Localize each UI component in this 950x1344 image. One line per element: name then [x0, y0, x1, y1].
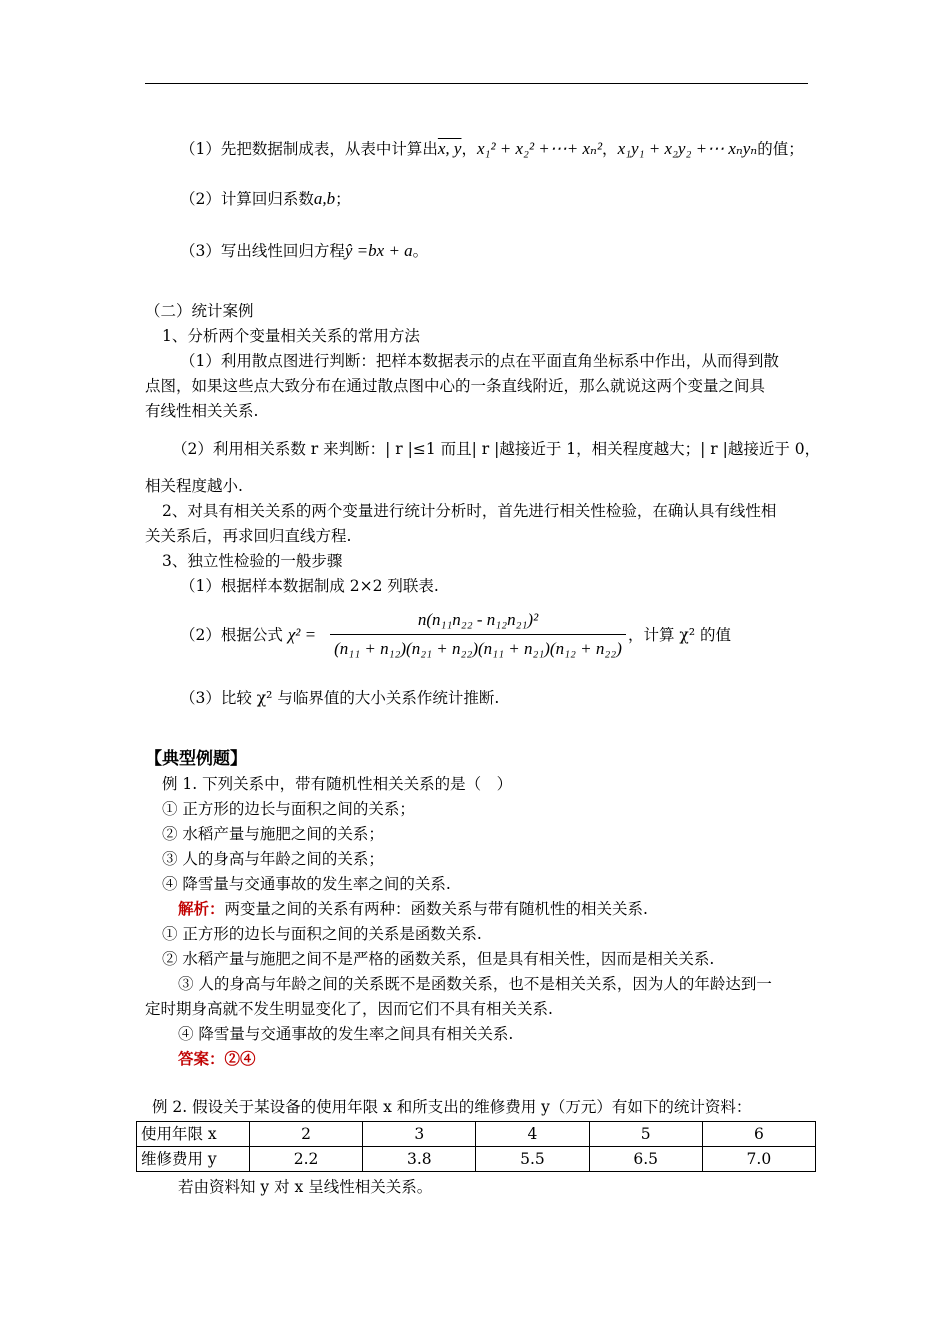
coefficients-expr: a,b — [313, 189, 336, 208]
paragraph-line: 点图，如果这些点大致分布在通过散点图中心的一条直线附近，那么就说这两个变量之间具 — [145, 377, 766, 395]
paragraph-line: 关关系后，再求回归直线方程. — [145, 527, 352, 545]
statistics-table — [136, 1121, 816, 1172]
procedure-step-2-suffix: ，计算 χ² 的值 — [628, 626, 731, 644]
formula-numerator: n(n₁₁n₂₂ - n₁₂n₂₁)² — [417, 610, 539, 629]
table-row-header: 使用年限 x — [137, 1122, 250, 1147]
fraction-bar — [330, 634, 626, 635]
analysis-point: ② 水稻产量与施肥之间不是严格的函数关系，但是具有相关性，因而是相关关系. — [162, 950, 715, 968]
step-3-prefix: （3）写出线性回归方程 — [180, 242, 345, 260]
mean-xy-expr: x, y — [437, 139, 462, 158]
table-cell: 7.0 — [702, 1147, 815, 1172]
table-cell: 5 — [589, 1122, 702, 1147]
paragraph-line: （2）利用相关系数 r 来判断：| r |≤1 而且| r |越接近于 1，相关程度越大；| r |越接近于 0， — [172, 440, 821, 458]
step-3-line — [180, 240, 428, 262]
answer-line — [178, 1048, 256, 1070]
step-3-suffix: 。 — [412, 242, 429, 260]
step-2-line — [180, 188, 351, 210]
sum-squares-expr: x₁² + x₂² +⋯+ xₙ² — [476, 139, 603, 158]
procedure-step-2-prefix — [180, 624, 316, 646]
table-cell: 6.5 — [589, 1147, 702, 1172]
header-rule — [145, 83, 808, 84]
analysis-label: 解析： — [178, 899, 225, 918]
table-cell: 5.5 — [476, 1147, 589, 1172]
table-cell: 4 — [476, 1122, 589, 1147]
table-cell: 2.2 — [250, 1147, 363, 1172]
sum-products-expr: x₁y₁ + x₂y₂ +⋯ xₙyₙ — [617, 139, 758, 158]
examples-heading: 【典型例题】 — [145, 749, 247, 769]
procedure-step-2-text: （2）根据公式 — [180, 626, 283, 644]
table-row-header: 维修费用 y — [137, 1147, 250, 1172]
procedure-step-3: （3）比较 χ² 与临界值的大小关系作统计推断. — [180, 689, 500, 707]
answer-value: ②④ — [224, 1049, 256, 1068]
section-heading: （二）统计案例 — [145, 302, 254, 320]
analysis-point: ④ 降雪量与交通事故的发生率之间具有相关关系. — [178, 1025, 514, 1043]
step-2-suffix: ； — [335, 190, 351, 208]
regression-equation: ŷ =bx + a — [344, 241, 413, 260]
analysis-text: 两变量之间的关系有两种：函数关系与带有随机性的相关关系. — [224, 900, 648, 918]
method-item-1: 1、分析两个变量相关关系的常用方法 — [162, 327, 420, 345]
procedure-step-1: （1）根据样本数据制成 2×2 列联表. — [180, 577, 439, 595]
analysis-point: ③ 人的身高与年龄之间的关系既不是函数关系，也不是相关关系，因为人的年龄达到一 — [178, 975, 772, 993]
answer-label: 答案： — [178, 1049, 225, 1068]
table-cell: 2 — [250, 1122, 363, 1147]
paragraph-line: 有线性相关关系. — [145, 402, 259, 420]
analysis-point: ① 正方形的边长与面积之间的关系是函数关系. — [162, 925, 482, 943]
example-1-option: ② 水稻产量与施肥之间的关系； — [162, 825, 384, 843]
example-1-option: ③ 人的身高与年龄之间的关系； — [162, 850, 384, 868]
separator: ， — [602, 140, 618, 158]
example-1-question: 例 1. 下列关系中，带有随机性相关关系的是（ ） — [162, 775, 513, 793]
example-2-followup: 若由资料知 y 对 x 呈线性相关关系。 — [178, 1178, 433, 1196]
step-1-suffix: 的值； — [757, 140, 804, 158]
separator: ， — [461, 140, 477, 158]
example-1-option: ① 正方形的边长与面积之间的关系； — [162, 800, 415, 818]
table-cell: 6 — [702, 1122, 815, 1147]
step-1-line — [180, 138, 804, 160]
step-1-prefix: （1）先把数据制成表，从表中计算出 — [180, 140, 438, 158]
table-cell: 3.8 — [363, 1147, 476, 1172]
chi-square-formula — [330, 608, 626, 661]
method-item-2: 2、对具有相关关系的两个变量进行统计分析时，首先进行相关性检验，在确认具有线性相 — [162, 502, 777, 520]
method-item-3: 3、独立性检验的一般步骤 — [162, 552, 343, 570]
table-row — [137, 1147, 816, 1172]
formula-denominator: (n₁₁ + n₁₂)(n₂₁ + n₂₂)(n₁₁ + n₂₁)(n₁₂ + n₂₂) — [334, 639, 622, 658]
table-cell: 3 — [363, 1122, 476, 1147]
paragraph-line: 相关程度越小. — [145, 477, 243, 495]
example-1-option: ④ 降雪量与交通事故的发生率之间的关系. — [162, 875, 451, 893]
analysis-line — [178, 898, 648, 920]
chi-square-symbol: χ² = — [287, 625, 317, 644]
table-row — [137, 1122, 816, 1147]
paragraph-line: （1）利用散点图进行判断：把样本数据表示的点在平面直角坐标系中作出，从而得到散 — [180, 352, 779, 370]
analysis-point: 定时期身高就不发生明显变化了，因而它们不具有相关关系. — [145, 1000, 553, 1018]
example-2-question: 例 2. 假设关于某设备的使用年限 x 和所支出的维修费用 y（万元）有如下的统计资料： — [152, 1098, 752, 1116]
step-2-prefix: （2）计算回归系数 — [180, 190, 314, 208]
